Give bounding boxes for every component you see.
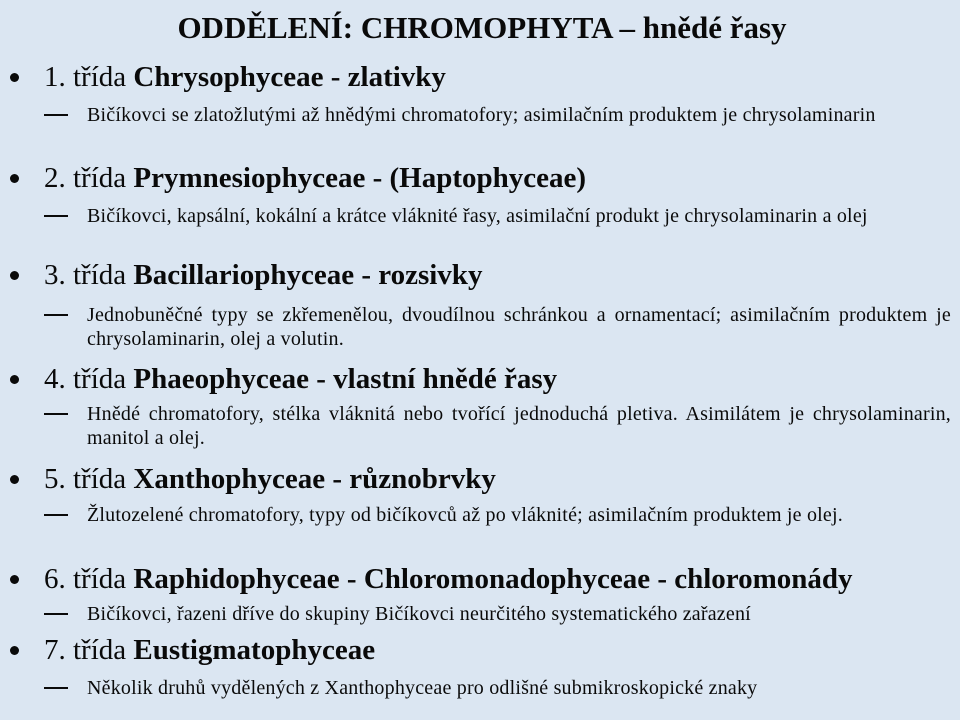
class-description-text: Několik druhů vydělených z Xanthophyceae pro odlišné submikroskopické znaky (87, 677, 758, 699)
class-name: Phaeophyceae - vlastní hnědé řasy (133, 363, 558, 395)
dash-icon (44, 413, 68, 415)
bullet-icon (10, 174, 19, 183)
class-heading-2 (0, 161, 960, 201)
class-number: 6. třída (44, 563, 127, 595)
bullet-icon (10, 475, 19, 484)
bullet-icon (10, 646, 19, 655)
dash-icon (44, 114, 68, 116)
class-number: 1. třída (44, 61, 127, 93)
class-name: Eustigmatophyceae (133, 634, 376, 666)
class-description-text: Bičíkovci, kapsální, kokální a krátce vláknité řasy, asimilační produkt je chrysolaminarin a olej (87, 205, 868, 227)
dash-icon (44, 514, 68, 516)
class-number: 2. třída (44, 162, 127, 194)
class-description-text: Žlutozelené chromatofory, typy od bičíkovců až po vláknité; asimilačním produktem je olej. (87, 504, 843, 526)
dash-icon (44, 687, 68, 689)
class-number: 5. třída (44, 463, 127, 495)
class-heading-text (44, 562, 853, 596)
slide-title-text: ODDĚLENÍ: CHROMOPHYTA – hnědé řasy (177, 10, 787, 45)
dash-icon (44, 314, 68, 316)
bullet-icon (10, 375, 19, 384)
class-description-text: Bičíkovci, řazeni dříve do skupiny Bičíkovci neurčitého systematického zařazení (87, 603, 751, 625)
class-heading-6 (0, 562, 960, 602)
class-name: Bacillariophyceae - rozsivky (133, 259, 483, 291)
class-number: 7. třída (44, 634, 127, 666)
class-heading-7 (0, 633, 960, 673)
class-heading-4 (0, 362, 960, 402)
class-name: Chrysophyceae - zlativky (133, 61, 446, 93)
class-heading-text (44, 362, 557, 396)
class-number: 4. třída (44, 363, 127, 395)
class-number: 3. třída (44, 259, 127, 291)
dash-icon (44, 215, 68, 217)
dash-icon (44, 613, 68, 615)
slide-title (0, 8, 960, 48)
class-heading-1 (0, 60, 960, 100)
bullet-icon (10, 73, 19, 82)
class-heading-text (44, 60, 446, 94)
class-heading-5 (0, 462, 960, 502)
bullet-icon (10, 575, 19, 584)
class-description-text: Bičíkovci se zlatožlutými až hnědými chromatofory; asimilačním produktem je chrysolaminarin (87, 104, 876, 126)
class-name: Xanthophyceae - různobrvky (133, 463, 496, 495)
class-heading-text (44, 462, 496, 496)
class-heading-3 (0, 258, 960, 298)
class-heading-text (44, 633, 375, 667)
class-heading-text (44, 161, 586, 195)
class-name: Raphidophyceae - Chloromonadophyceae - chloromonády (133, 563, 853, 595)
class-description-text: Hnědé chromatofory, stélka vláknitá nebo tvořící jednoduchá pletiva. Asimilátem je chrysolaminarin, manitol a olej. (87, 403, 951, 449)
class-description-text: Jednobuněčné typy se zkřemenělou, dvoudílnou schránkou a ornamentací; asimilačním produktem je chrysolaminarin, olej a volutin. (87, 304, 951, 350)
class-heading-text (44, 258, 482, 292)
class-name: Prymnesiophyceae - (Haptophyceae) (133, 162, 587, 194)
bullet-icon (10, 271, 19, 280)
